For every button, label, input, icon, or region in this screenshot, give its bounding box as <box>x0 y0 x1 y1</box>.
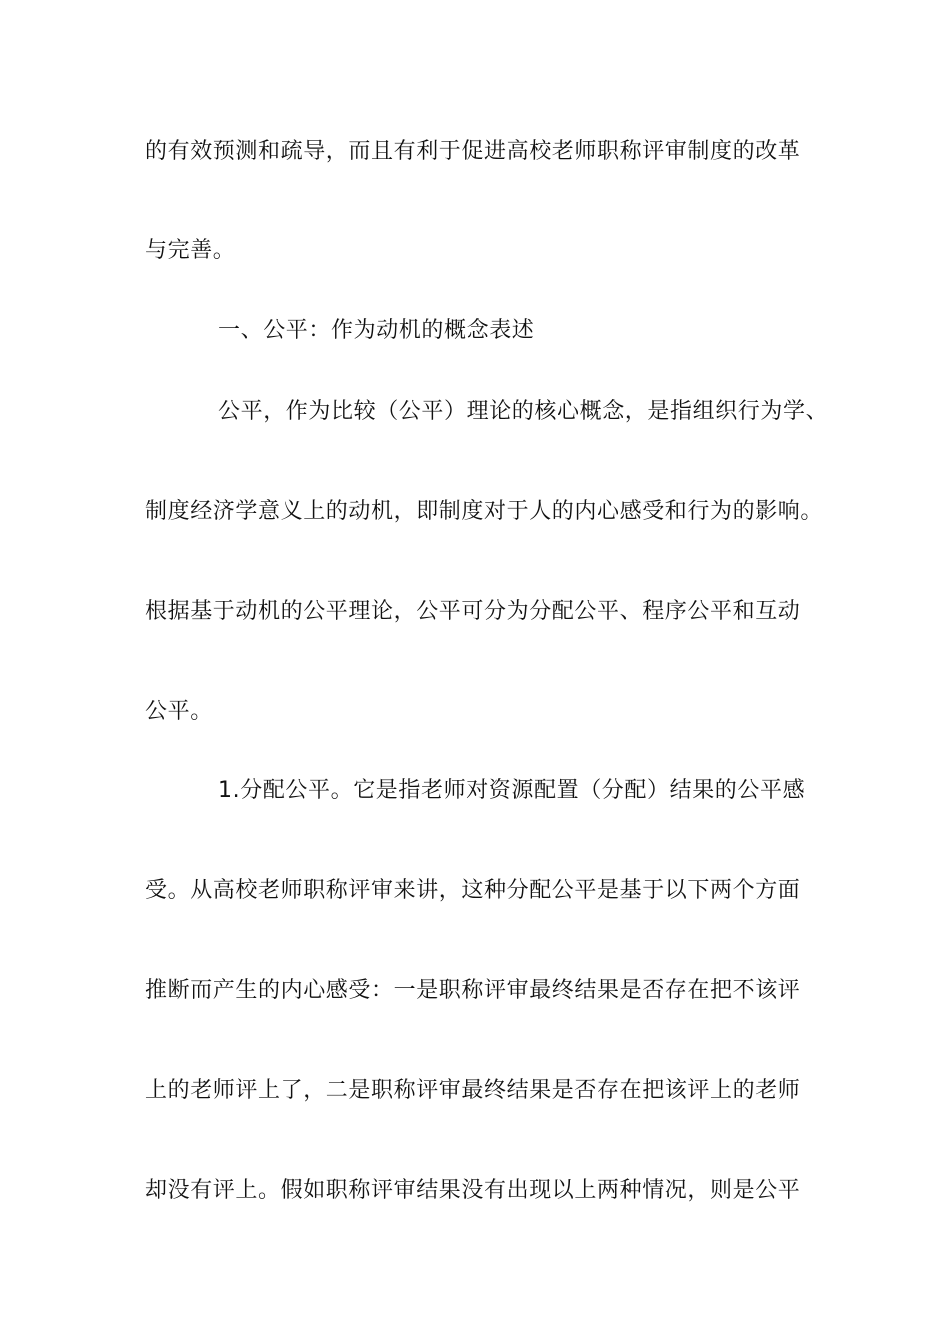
paragraph-line: 受。从高校老师职称评审来讲，这种分配公平是基于以下两个方面 <box>145 878 801 903</box>
paragraph-line: 公平，作为比较（公平）理论的核心概念，是指组织行为学、 <box>218 399 829 424</box>
paragraph-line: 与完善。 <box>145 238 236 263</box>
paragraph-line: 却没有评上。假如职称评审结果没有出现以上两种情况，则是公平 <box>145 1178 801 1203</box>
paragraph-line: 根据基于动机的公平理论，公平可分为分配公平、程序公平和互动 <box>145 599 801 624</box>
paragraph-line: 制度经济学意义上的动机，即制度对于人的内心感受和行为的影响。 <box>145 499 824 524</box>
paragraph-line: 1.分配公平。它是指老师对资源配置（分配）结果的公平感 <box>218 778 806 803</box>
paragraph-line: 上的老师评上了，二是职称评审最终结果是否存在把该评上的老师 <box>145 1078 801 1103</box>
paragraph-line: 公平。 <box>145 699 213 724</box>
paragraph-line: 的有效预测和疏导，而且有利于促进高校老师职称评审制度的改革 <box>145 139 801 164</box>
paragraph-line: 推断而产生的内心感受：一是职称评审最终结果是否存在把不该评 <box>145 978 801 1003</box>
section-heading: 一、公平：作为动机的概念表述 <box>218 318 535 343</box>
